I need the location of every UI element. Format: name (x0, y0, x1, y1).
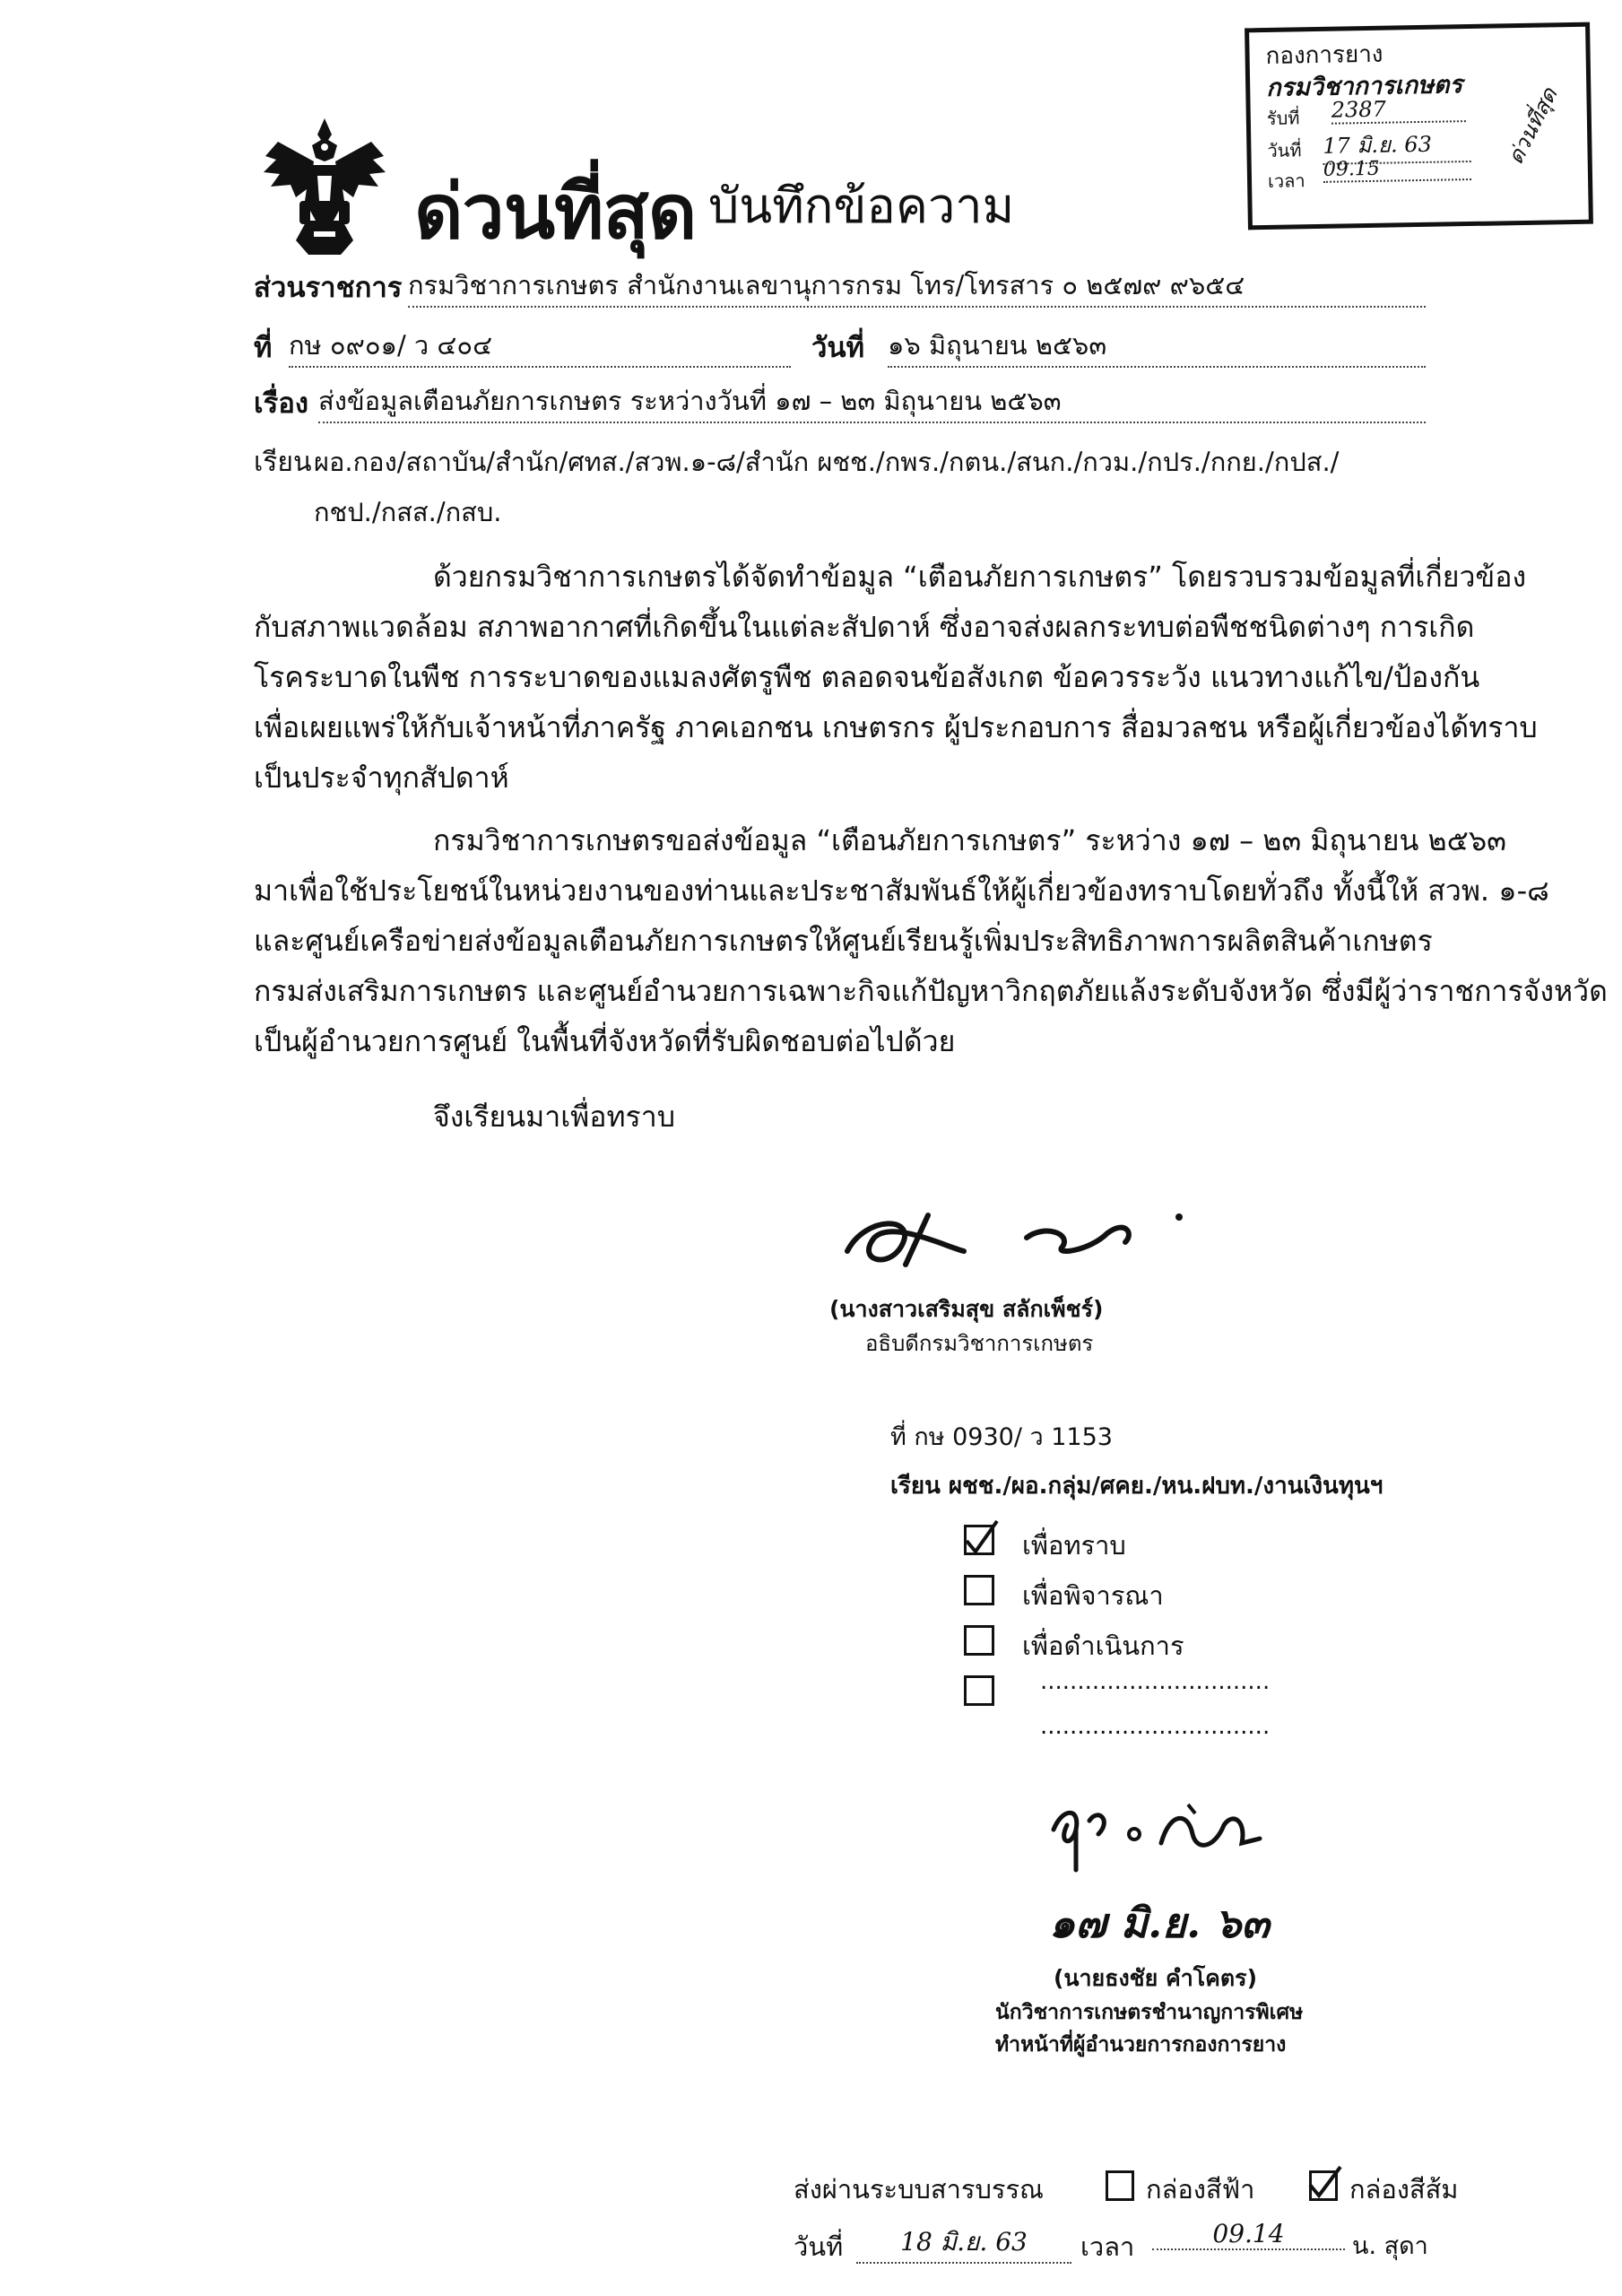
option-label-2: เพื่อพิจารณา (1022, 1580, 1164, 1611)
footer-date-label: วันที่ (794, 2231, 844, 2262)
option-label-1: เพื่อทราบ (1022, 1530, 1126, 1561)
p1-line2: กับสภาพแวดล้อม สภาพอากาศที่เกิดขึ้นในแต่ละสัปดาห์ ซึ่งอาจส่งผลกระทบต่อพืชชนิดต่างๆ การเกิด (254, 610, 1475, 644)
p1-line3: โรคระบาดในพืช การระบาดของแมลงศัตรูพืช ตลอดจนข้อสังเกต ข้อควรระวัง แนวทางแก้ไข/ป้องกัน (254, 660, 1480, 694)
subject-label: เรื่อง (254, 387, 309, 420)
via-label: ส่งผ่านระบบสารบรรณ (794, 2174, 1044, 2205)
signature-1-icon (838, 1197, 1215, 1278)
signature-2-icon (1045, 1794, 1278, 1879)
p2-line1: กรมวิชาการเกษตรขอส่งข้อมูล “เตือนภัยการเกษตร” ระหว่าง ๑๗ – ๒๓ มิถุนายน ๒๕๖๓ (433, 823, 1506, 857)
p2-line5: เป็นผู้อำนวยการศูนย์ ในพื้นที่จังหวัดที่รับผิดชอบต่อไปด้วย (254, 1024, 956, 1058)
stamp-time: 09.15 (1323, 156, 1471, 183)
stamp-org-line2: กรมวิชาการเกษตร (1265, 71, 1463, 102)
routing-ref: ที่ กษ 0930/ ว 1153 (890, 1423, 1113, 1451)
to-label: เรียน (254, 447, 312, 478)
box-blue-label: กล่องสีฟ้า (1146, 2174, 1255, 2205)
ref-value: กษ ๐๙๐๑/ ว ๔๐๔ (289, 325, 791, 368)
signer2-title2: ทำหน้าที่ผู้อำนวยการกองการยาง (995, 2033, 1287, 2057)
box-blue-checkbox[interactable] (1106, 2170, 1134, 2201)
date-value: ๑๖ มิถุนายน ๒๕๖๓ (888, 325, 1426, 368)
stamp-date: 17 มิ.ย. 63 (1323, 126, 1471, 165)
ref-label: ที่ (254, 332, 273, 364)
box-orange-label: กล่องสีส้ม (1349, 2174, 1459, 2205)
option-checkbox-3[interactable] (964, 1625, 994, 1656)
date-label: วันที่ (811, 332, 865, 364)
footer-time-value: 09.14 (1152, 2219, 1345, 2250)
stamp-recv-no: 2387 (1331, 95, 1466, 125)
signer2-title1: นักวิชาการเกษตรชำนาญการพิเศษ (995, 2001, 1304, 2024)
agency-label: ส่วนราชการ (254, 272, 403, 304)
routing-extra-line: ............................... (1040, 1713, 1271, 1740)
receipt-stamp (1245, 22, 1593, 230)
p2-line2: มาเพื่อใช้ประโยชน์ในหน่วยงานของท่านและประชาสัมพันธ์ให้ผู้เกี่ยวข้องทราบโดยทั่วถึง ทั้งนี้ให้ สวพ. ๑-๘ (254, 874, 1549, 908)
footer-time-label: เวลา (1080, 2231, 1135, 2262)
p1-line1: ด้วยกรมวิชาการเกษตรได้จัดทำข้อมูล “เตือนภัยการเกษตร” โดยรวบรวมข้อมูลที่เกี่ยวข้อง (433, 560, 1527, 594)
signer2-name: (นายธงชัย คำโคตร) (1054, 1965, 1257, 1991)
to-line2: กชป./กสส./กสบ. (314, 497, 502, 527)
routing-to: เรียน ผชช./ผอ.กลุ่ม/ศคย./หน.ฝบท./งานเงินทุนฯ (890, 1473, 1383, 1500)
checkmark-icon (1305, 2163, 1346, 2205)
signer2-handwritten-date: ๑๗ มิ.ย. ๖๓ (1049, 1899, 1270, 1947)
signer1-name: (นางสาวเสริมสุข สลักเพ็ชร์) (829, 1296, 1104, 1322)
garuda-emblem-icon (260, 115, 390, 258)
option-label-3: เพื่อดำเนินการ (1022, 1631, 1184, 1661)
footer-date-value: 18 มิ.ย. 63 (856, 2222, 1071, 2264)
subject-value: ส่งข้อมูลเตือนภัยการเกษตร ระหว่างวันที่ ๑๗ – ๒๓ มิถุนายน ๒๕๖๓ (318, 380, 1426, 423)
checkmark-icon (959, 1516, 1004, 1561)
option-checkbox-4[interactable] (964, 1675, 994, 1706)
stamp-side-note: ด่วนที่สุด (1502, 83, 1563, 169)
stamp-date-label: วันที่ (1267, 139, 1302, 161)
to-line1: ผอ.กอง/สถาบัน/สำนัก/ศทส./สวพ.๑-๘/สำนัก ผชช./กพร./กตน./สนก./กวม./กปร./กกย./กปส./ (314, 447, 1340, 477)
footer-suffix: น. สุดา (1352, 2232, 1428, 2260)
p1-line4: เพื่อเผยแพร่ให้กับเจ้าหน้าที่ภาครัฐ ภาคเอกชน เกษตรกร ผู้ประกอบการ สื่อมวลชน หรือผู้เกี่ยวข้องได้ทราบ (254, 710, 1538, 744)
closing-text: จึงเรียนมาเพื่อทราบ (433, 1100, 675, 1134)
p1-line5: เป็นประจำทุกสัปดาห์ (254, 761, 509, 795)
urgency-label: ด่วนที่สุด (414, 168, 697, 256)
agency-value: กรมวิชาการเกษตร สำนักงานเลขานุการกรม โทร/โทรสาร ๐ ๒๕๗๙ ๙๖๕๔ (408, 265, 1426, 308)
option-checkbox-2[interactable] (964, 1575, 994, 1605)
option-label-4: ............................... (1040, 1668, 1271, 1695)
signer1-title: อธิบดีกรมวิชาการเกษตร (865, 1331, 1094, 1356)
stamp-recv-label: รับที่ (1266, 107, 1300, 129)
stamp-org-line1: กองการยาง (1265, 40, 1383, 70)
p2-line3: และศูนย์เครือข่ายส่งข้อมูลเตือนภัยการเกษตรให้ศูนย์เรียนรู้เพิ่มประสิทธิภาพการผลิตสินค้าเกษตร (254, 924, 1433, 958)
stamp-time-label: เวลา (1267, 170, 1305, 192)
p2-line4: กรมส่งเสริมการเกษตร และศูนย์อำนวยการเฉพาะกิจแก้ปัญหาวิกฤตภัยแล้งระดับจังหวัด ซึ่งมีผู้ว่าราชการจังหวัด (254, 974, 1608, 1008)
doc-type-title: บันทึกข้อความ (708, 178, 1015, 234)
